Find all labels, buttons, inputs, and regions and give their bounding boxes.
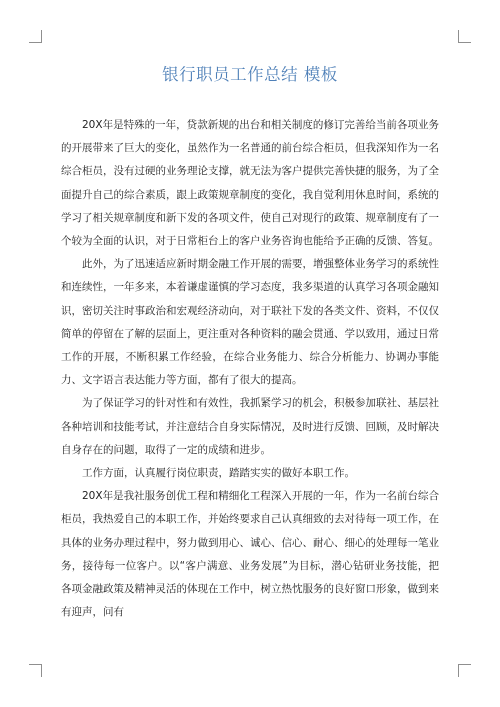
paragraph-4: 工作方面，认真履行岗位职责，踏踏实实的做好本职工作。 [82, 467, 355, 480]
document-title: 银行职员工作总结 模板 [162, 65, 338, 84]
crop-mark-top-left [29, 30, 42, 43]
crop-mark-bottom-left [29, 664, 42, 677]
paragraph-2: 此外，为了迅速适应新时期金融工作开展的需要，增强整体业务学习的系统性和连续性，一年多来，本着谦虚谨慎的学习态度，我多渠道的认真学习各项金融知识，密切关注时事政治和宏观经济动向，对于联社下发的各类文件、资料，不仅仅简单的停留在了解的层面上，更注重对各种资料的融会贯通、学以致用，通过日常工作的开展，不断积累工作经验，在综合业务能力、综合分析能力、协调办事能力、文字语言表达能力等方面，都有了很大的提高。 [61, 258, 439, 387]
paragraph-3: 为了保证学习的针对性和有效性，我抓紧学习的机会，积极参加联社、基层社各种培训和技能考试，并注意结合自身实际情况，及时进行反馈、回顾，及时解决自身存在的问题，取得了一定的成绩和进步。 [61, 397, 439, 456]
paragraph-5: 20X年是我社服务创优工程和精细化工程深入开展的一年，作为一名前台综合柜员，我热爱自己的本职工作，并始终要求自己认真细致的去对待每一项工作，在具体的业务办理过程中，努力做到用心、诚心、信心、耐心、细心的处理每一笔业务，接待每一位客户。以“客户满意、业务发展”为目标，潜心钻研业务技能，把各项金融政策及精神灵活的体现在工作中，树立热忱服务的良好窗口形象，做到来有迎声，问有 [61, 490, 439, 619]
document-body [61, 114, 439, 624]
crop-mark-top-right [458, 30, 471, 43]
paragraph-1: 20X年是特殊的一年，贷款新规的出台和相关制度的修订完善给当前各项业务的开展带来了巨大的变化，虽然作为一名普通的前台综合柜员，但我深知作为一名综合柜员，没有过硬的业务理论支撑，就无法为客户提供完善快捷的服务，为了全面提升自己的综合素质，跟上政策规章制度的变化，我自觉利用休息时间，系统的学习了相关规章制度和新下发的各项文件，使自己对现行的政策、规章制度有了一个较为全面的认识，对于日常柜台上的客户业务咨询也能给予正确的反馈、答复。 [61, 119, 439, 248]
crop-mark-bottom-right [458, 664, 471, 677]
